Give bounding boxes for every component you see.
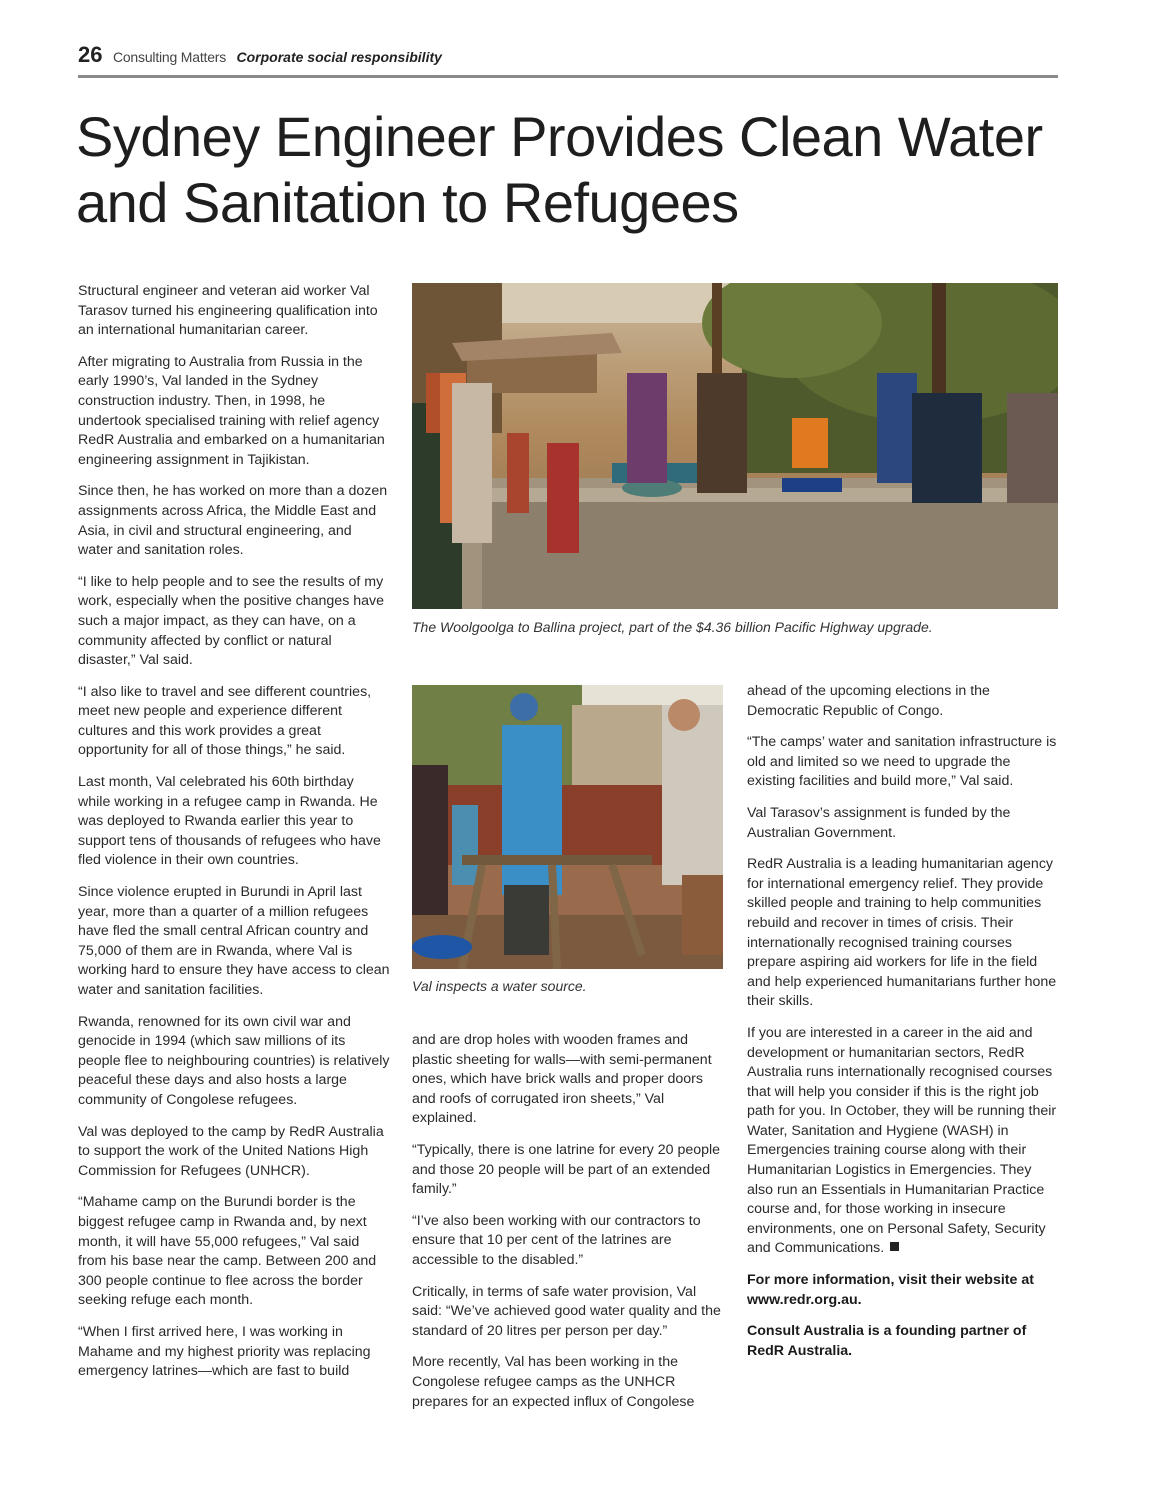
more-info-note: For more information, visit their website at www.redr.org.au. (747, 1272, 1034, 1308)
paragraph: “I also like to travel and see different countries, meet new people and experience different cultures and this work provides a great opportunity for all of those things,” he said. (78, 683, 372, 759)
paragraph: Last month, Val celebrated his 60th birthday while working in a refugee camp in Rwanda. He was deployed to Rwanda earlier this year to support tens of thousands of refugees who have fled violence in their own countries. (78, 774, 381, 869)
paragraph: Val Tarasov’s assignment is funded by the Australian Government. (747, 804, 1011, 841)
column-b (412, 1031, 724, 1424)
paragraph (747, 1024, 1059, 1259)
photo-caption: The Woolgoolga to Ballina project, part of the $4.36 billion Pacific Highway upgrade. (412, 619, 933, 635)
paragraph: “Typically, there is one latrine for every 20 people and those 20 people will be part of an extended family.” (412, 1141, 721, 1198)
paragraph: Since then, he has worked on more than a dozen assignments across Africa, the Middle East and Asia, in civil and structural engineering, and water and sanitation roles. (78, 483, 388, 559)
paragraph-text: If you are interested in a career in the aid and development or humanitarian sectors, RedR Australia runs internationally recognised courses that will help you consider if this is the right job path for you. In October, they will be running their Water, Sanitation and Hygiene (WASH) in Emergencies training course along with their Humanitarian Logistics in Emergencies. They also run an Essentials in Humanitarian Practice course and, for those working in insecure environments, one on Personal Safety, Security and Communications. (747, 1024, 1057, 1257)
paragraph: “When I first arrived here, I was working in Mahame and my highest priority was replacing emergency latrines—which are fast to build (78, 1323, 371, 1380)
paragraph: Val was deployed to the camp by RedR Australia to support the work of the United Nations High Commission for Refugees (UNHCR). (78, 1123, 384, 1179)
column-c (747, 682, 1059, 1373)
photo-caption: Val inspects a water source. (412, 978, 587, 994)
paragraph: Structural engineer and veteran aid worker Val Tarasov turned his engineering qualification into an international humanitarian career. (78, 283, 378, 339)
page-number: 26 (78, 42, 103, 67)
paragraph: and are drop holes with wooden frames and plastic sheeting for walls—with semi-permanent ones, which have brick walls and proper doors and roofs of corrugated iron sheets,” Val explained. (412, 1032, 712, 1127)
article-title: Sydney Engineer Provides Clean Water and Sanitation to Refugees (76, 105, 1043, 234)
column-a (78, 282, 390, 1394)
paragraph: “The camps’ water and sanitation infrastructure is old and limited so we need to upgrade the existing facilities and build more,” Val said. (747, 734, 1057, 790)
section-name: Corporate social responsibility (236, 49, 442, 65)
paragraph: Critically, in terms of safe water provision, Val said: “We’ve achieved good water quality and the standard of 20 litres per person per day.” (412, 1283, 721, 1339)
paragraph: RedR Australia is a leading humanitarian agency for international emergency relief. They provide skilled people and training to help communities rebuild and recover in times of crisis. Their internationally recognised training courses prepare aspiring aid workers for life in the field and help experienced humanitarians further hone their skills. (747, 856, 1057, 1010)
paragraph: “I’ve also been working with our contractors to ensure that 10 per cent of the latrines are accessible to the disabled.” (412, 1212, 701, 1268)
partner-note: Consult Australia is a founding partner of RedR Australia. (747, 1323, 1027, 1359)
end-of-article-mark (890, 1242, 899, 1251)
paragraph: “Mahame camp on the Burundi border is the biggest refugee camp in Rwanda and, by next month, it will have 55,000 refugees,” Val said from his base near the camp. Between 200 and 300 people continue to flee across the border seeking refuge each month. (78, 1194, 377, 1309)
header-rule (78, 75, 1058, 78)
paragraph: Rwanda, renowned for its own civil war and genocide in 1994 (which saw millions of its people flee to neighbouring countries) is relatively peaceful these days and also hosts a large community of Congolese refugees. (78, 1013, 390, 1108)
publication-name: Consulting Matters (112, 49, 227, 65)
photo-refugee-camp (412, 283, 1058, 609)
paragraph: Since violence erupted in Burundi in April last year, more than a quarter of a million refugees have fled the small central African country and 75,000 of them are in Rwanda, where Val is working hard to ensure they have access to clean water and sanitation facilities. (78, 884, 390, 998)
paragraph: After migrating to Australia from Russia in the early 1990’s, Val landed in the Sydney construction industry. Then, in 1998, he undertook specialised training with relief agency RedR Australia and embarked on a humanitarian engineering assignment in Tajikistan. (78, 353, 385, 468)
photo-water-source (412, 685, 723, 969)
paragraph: “I like to help people and to see the results of my work, especially when the positive changes have such a major impact, as they can have, on a community affected by conflict or natural disaster,” Val said. (78, 573, 384, 669)
paragraph: ahead of the upcoming elections in the Democratic Republic of Congo. (747, 683, 990, 719)
running-header (78, 42, 1058, 70)
paragraph: More recently, Val has been working in the Congolese refugee camps as the UNHCR prepares for an expected influx of Congolese (412, 1354, 695, 1410)
